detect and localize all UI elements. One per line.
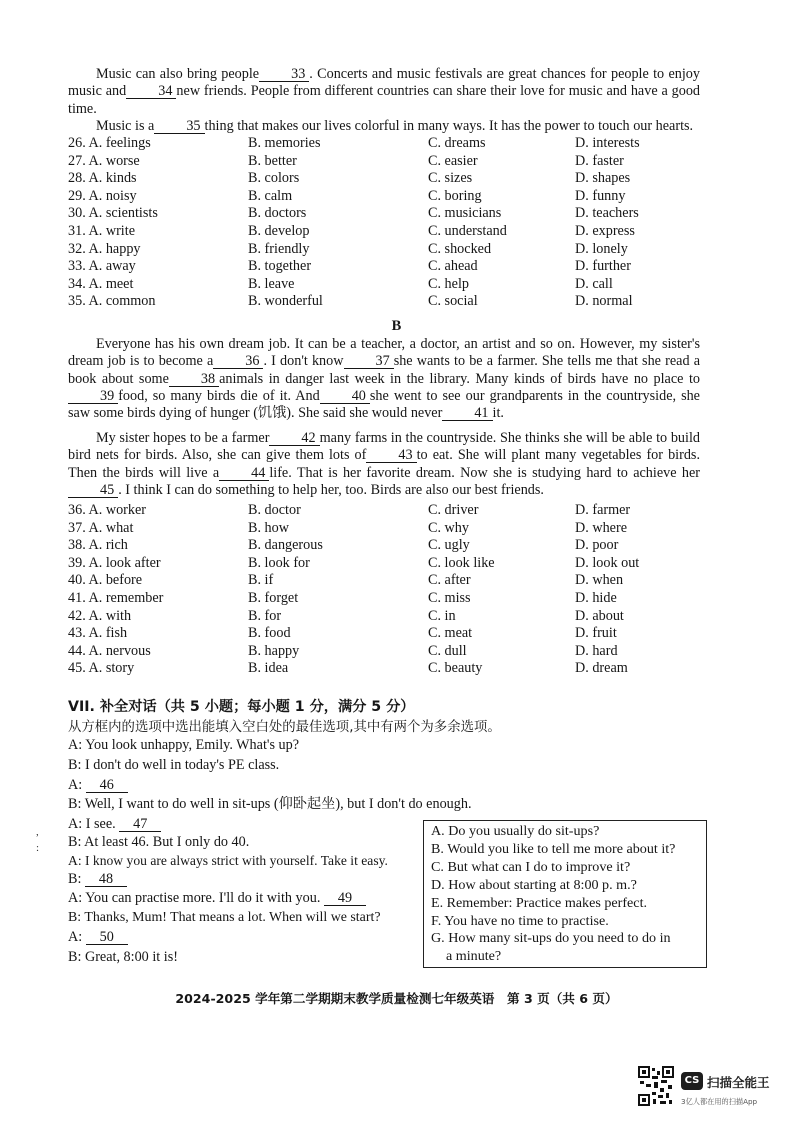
blank-44: 44	[219, 467, 269, 481]
blank-36: 36	[213, 355, 263, 369]
option-d: D. where	[575, 519, 627, 536]
blank-49: 49	[324, 892, 366, 906]
section-7-heading: VII. 补全对话（共 5 小题；每小题 1 分，满分 5 分）	[68, 699, 415, 715]
option-b: B. calm	[248, 187, 293, 204]
option-a: 35. A. common	[68, 293, 156, 310]
option-c: C. ahead	[428, 258, 478, 275]
option-a: 37. A. what	[68, 519, 134, 536]
option-d: D. normal	[575, 293, 633, 310]
dialogue-line: A: 46	[68, 777, 128, 794]
section-b-label: B	[391, 318, 402, 334]
option-a: 40. A. before	[68, 572, 143, 589]
passage-a-paragraph-2: Music is a 35 thing that makes our lives colorful in many ways. It has the power to touch our hearts.	[96, 118, 694, 134]
margin-mark: :	[36, 842, 40, 854]
option-row	[68, 590, 700, 608]
blank-34: 34	[126, 85, 176, 99]
option-d: D. lonely	[575, 240, 628, 257]
option-a: 26. A. feelings	[68, 135, 151, 151]
option-row	[68, 520, 700, 538]
option-d: D. shapes	[575, 170, 631, 187]
option-a: 28. A. kinds	[68, 170, 137, 187]
option-c: C. meat	[428, 625, 473, 642]
option-row	[68, 293, 700, 311]
option-row	[68, 608, 700, 626]
option-d: D. teachers	[575, 205, 639, 222]
choice-e: E. Remember: Practice makes perfect.	[431, 894, 648, 911]
option-c: C. social	[428, 293, 478, 310]
passage-a-paragraph-1: Music can also bring people 33 . Concerts and music festivals are great chances for people to enjoy music and 34 new friends. People from different countries can share their love for music and have a good time.	[68, 66, 701, 117]
option-b: B. doctor	[248, 502, 301, 518]
option-c: C. driver	[428, 502, 479, 518]
option-row	[68, 135, 700, 153]
option-a: 34. A. meet	[68, 275, 134, 292]
dialogue-line: A: I know you are always strict with yourself. Take it easy.	[68, 853, 388, 868]
section-7-instruction: 从方框内的选项中选出能填入空白处的最佳选项,其中有两个为多余选项。	[68, 720, 501, 735]
options-a-list	[68, 135, 700, 311]
option-row	[68, 241, 700, 259]
option-c: C. after	[428, 572, 471, 589]
option-a: 36. A. worker	[68, 502, 147, 518]
option-a: 38. A. rich	[68, 537, 128, 554]
camscanner-logo-icon: CS	[681, 1072, 703, 1090]
option-d: D. when	[575, 572, 624, 589]
option-row	[68, 537, 700, 555]
option-b: B. how	[248, 519, 289, 536]
choice-b: B. Would you like to tell me more about it?	[431, 840, 676, 857]
option-d: D. poor	[575, 537, 619, 554]
option-row	[68, 258, 700, 276]
option-d: D. funny	[575, 187, 626, 204]
dialogue-line: A: You can practise more. I'll do it with you. 49	[68, 890, 366, 907]
dialogue-line: B: Well, I want to do well in sit-ups (仰卧起坐), but I don't do enough.	[68, 796, 472, 812]
option-c: C. boring	[428, 187, 482, 204]
blank-40: 40	[320, 390, 370, 404]
option-c: C. dull	[428, 642, 467, 659]
dialogue-line: A: I see. 47	[68, 816, 161, 833]
qr-code-icon	[638, 1066, 674, 1106]
page-footer: 2024-2025 学年第二学期期末教学质量检测七年级英语 第 3 页（共 6 页）	[175, 991, 618, 1006]
choice-c: C. But what can I do to improve it?	[431, 858, 631, 875]
option-b: B. for	[248, 607, 282, 624]
option-d: D. hard	[575, 642, 618, 659]
option-d: D. farmer	[575, 502, 631, 518]
option-b: B. colors	[248, 170, 300, 187]
passage-b-paragraph-1: Everyone has his own dream job. It can be a teacher, a doctor, an artist and so on. However, my sister's dream job is to become a 36 . I don't know 37 she wants to be a farmer. She tells me that she read a book about some 38 animals in danger last week in the library. Many kinds of birds have no place to39 food, so many birds die of it. And 40 she went to see our grandparents in the countryside, she saw some birds dying of hunger (饥饿). She said she would never 41 it.	[68, 336, 701, 422]
choice-box	[423, 820, 707, 968]
option-d: D. about	[575, 607, 624, 624]
option-d: D. express	[575, 222, 635, 239]
dialogue-line: B: Great, 8:00 it is!	[68, 949, 178, 965]
option-b: B. food	[248, 625, 291, 642]
blank-42: 42	[269, 432, 319, 446]
option-c: C. why	[428, 519, 469, 536]
margin-mark: ,	[36, 826, 39, 838]
blank-47: 47	[119, 818, 161, 832]
option-a: 42. A. with	[68, 607, 132, 624]
option-a: 43. A. fish	[68, 625, 128, 642]
option-c: C. musicians	[428, 205, 502, 222]
option-a: 31. A. write	[68, 222, 135, 239]
option-c: C. easier	[428, 152, 478, 169]
option-d: D. dream	[575, 660, 628, 677]
blank-33: 33	[259, 68, 309, 82]
option-b: B. doctors	[248, 205, 307, 222]
option-a: 27. A. worse	[68, 152, 140, 169]
passage-b-paragraph-2: My sister hopes to be a farmer 42 many farms in the countryside. She thinks she will be able to build bird nets for birds. Also, she can give them lots of 43 to eat. She will plant many vegetables for birds. Then the birds will live a 44 life. That is her favorite dream. Now she is studying hard to achieve her45 . I think I can do something to help her, too. Birds are also our best friends.	[68, 430, 700, 498]
dialogue-line: B: Thanks, Mum! That means a lot. When will we start?	[68, 910, 381, 925]
option-b: B. look for	[248, 554, 310, 571]
option-a: 32. A. happy	[68, 240, 141, 257]
option-row	[68, 170, 700, 188]
option-c: C. help	[428, 275, 469, 292]
dialogue-line: B: At least 46. But I only do 40.	[68, 834, 250, 850]
option-b: B. forget	[248, 589, 299, 606]
blank-41: 41	[442, 407, 492, 421]
option-c: C. dreams	[428, 135, 486, 151]
option-row	[68, 643, 700, 661]
option-b: B. together	[248, 258, 312, 275]
option-row	[68, 188, 700, 206]
blank-43: 43	[366, 449, 416, 463]
option-a: 41. A. remember	[68, 589, 164, 606]
blank-48: 48	[85, 873, 127, 887]
option-d: D. hide	[575, 589, 617, 606]
blank-46: 46	[86, 779, 128, 793]
scanner-tagline: 3亿人都在用的扫描App	[681, 1097, 758, 1106]
dialogue-line: A: 50	[68, 929, 128, 946]
scanner-app-name: 扫描全能王	[707, 1075, 770, 1090]
option-c: C. shocked	[428, 240, 492, 257]
option-b: B. leave	[248, 275, 295, 292]
option-row	[68, 153, 700, 171]
option-row	[68, 572, 700, 590]
option-d: D. further	[575, 258, 631, 275]
option-c: C. look like	[428, 554, 495, 571]
option-row	[68, 660, 700, 678]
option-row	[68, 502, 700, 520]
option-b: B. dangerous	[248, 537, 323, 554]
option-row	[68, 625, 700, 643]
option-a: 39. A. look after	[68, 554, 161, 571]
option-b: B. better	[248, 152, 297, 169]
option-row	[68, 223, 700, 241]
blank-39: 39	[68, 390, 118, 404]
option-d: D. look out	[575, 554, 640, 571]
option-c: C. beauty	[428, 660, 483, 677]
option-b: B. develop	[248, 222, 310, 239]
blank-35: 35	[154, 120, 204, 134]
option-a: 30. A. scientists	[68, 205, 158, 222]
option-a: 29. A. noisy	[68, 187, 137, 204]
option-row	[68, 555, 700, 573]
option-a: 45. A. story	[68, 660, 135, 677]
choice-d: D. How about starting at 8:00 p. m.?	[431, 876, 637, 893]
option-c: C. understand	[428, 222, 507, 239]
option-c: C. in	[428, 607, 456, 624]
option-d: D. interests	[575, 135, 640, 151]
choice-a: A. Do you usually do sit-ups?	[431, 823, 600, 839]
blank-45: 45	[68, 484, 118, 498]
option-b: B. wonderful	[248, 293, 323, 310]
options-b-list	[68, 502, 700, 678]
choice-g-continued: a minute?	[446, 948, 502, 965]
option-row	[68, 205, 700, 223]
choice-g: G. How many sit-ups do you need to do in	[431, 930, 671, 947]
option-d: D. faster	[575, 152, 624, 169]
option-c: C. sizes	[428, 170, 473, 187]
blank-50: 50	[86, 931, 128, 945]
option-b: B. idea	[248, 660, 289, 677]
blank-38: 38	[169, 373, 219, 387]
dialogue-line: A: You look unhappy, Emily. What's up?	[68, 737, 299, 753]
option-a: 33. A. away	[68, 258, 136, 275]
option-a: 44. A. nervous	[68, 642, 151, 659]
dialogue-line: B: I don't do well in today's PE class.	[68, 757, 280, 773]
option-d: D. call	[575, 275, 613, 292]
option-c: C. miss	[428, 589, 471, 606]
option-row	[68, 276, 700, 294]
blank-37: 37	[344, 355, 394, 369]
option-b: B. happy	[248, 642, 300, 659]
dialogue-line: B: 48	[68, 871, 127, 888]
option-c: C. ugly	[428, 537, 470, 554]
option-b: B. friendly	[248, 240, 310, 257]
option-b: B. memories	[248, 135, 321, 151]
choice-f: F. You have no time to practise.	[431, 912, 609, 929]
option-b: B. if	[248, 572, 274, 589]
option-d: D. fruit	[575, 625, 617, 642]
